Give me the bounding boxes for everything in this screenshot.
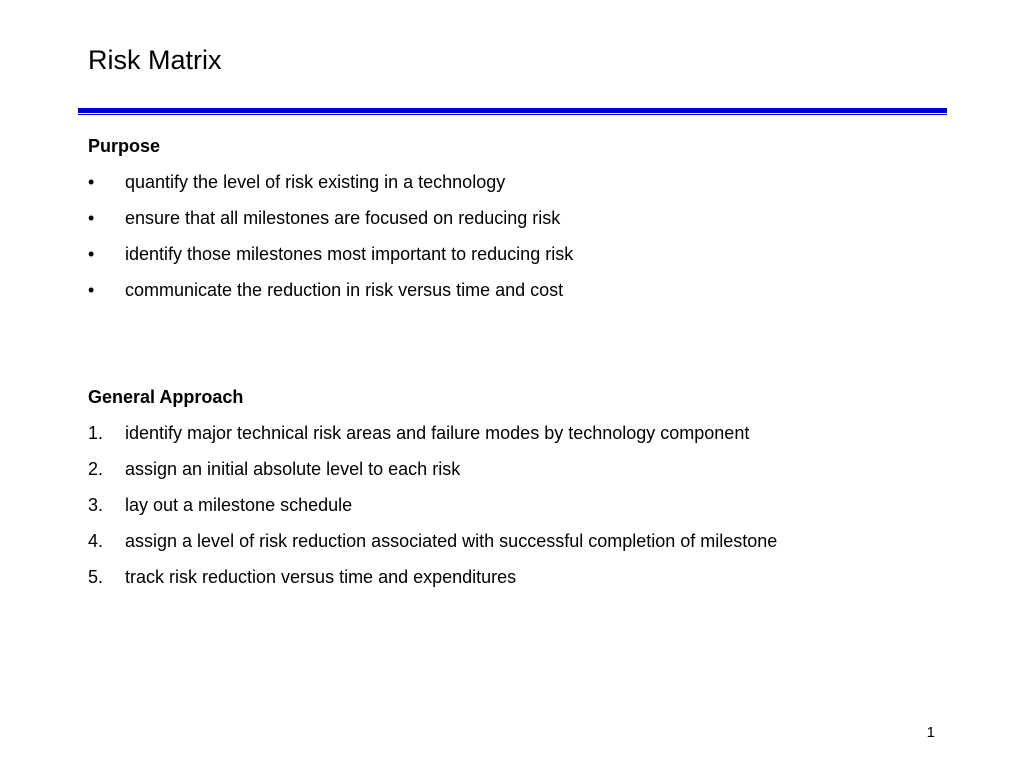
purpose-bullet-item — [88, 280, 564, 316]
step-text: track risk reduction versus time and expenditures — [125, 567, 517, 587]
purpose-bullet-item — [88, 208, 561, 244]
purpose-bullet-text: quantify the level of risk existing in a technology — [125, 172, 506, 192]
bullet-marker: • — [88, 208, 95, 228]
step-text: assign an initial absolute level to each risk — [125, 459, 461, 479]
purpose-heading: Purpose — [88, 136, 161, 156]
step-text: assign a level of risk reduction associated with successful completion of milestone — [125, 531, 778, 551]
bullet-marker: • — [88, 244, 95, 264]
step-number: 2. — [88, 459, 104, 479]
title-divider-thick — [78, 108, 947, 113]
bullet-marker: • — [88, 280, 95, 300]
approach-heading: General Approach — [88, 387, 244, 407]
step-number: 1. — [88, 423, 104, 443]
step-number: 3. — [88, 495, 104, 515]
purpose-bullet-item — [88, 172, 506, 208]
step-text: lay out a milestone schedule — [125, 495, 353, 515]
page-number: 1 — [926, 724, 935, 741]
purpose-bullet-text: identify those milestones most important to reducing risk — [125, 244, 574, 264]
bullet-marker: • — [88, 172, 95, 192]
approach-step-item — [88, 423, 750, 459]
step-number: 4. — [88, 531, 104, 551]
purpose-section — [88, 136, 574, 316]
approach-section — [88, 387, 778, 603]
title-divider-thin — [78, 114, 947, 115]
purpose-bullet-item — [88, 244, 574, 280]
slide-title: Risk Matrix — [88, 45, 222, 75]
approach-step-item — [88, 531, 778, 567]
approach-step-item — [88, 567, 517, 603]
approach-step-item — [88, 495, 353, 531]
step-text: identify major technical risk areas and failure modes by technology component — [125, 423, 750, 443]
purpose-bullet-text: communicate the reduction in risk versus time and cost — [125, 280, 564, 300]
purpose-bullet-text: ensure that all milestones are focused on reducing risk — [125, 208, 561, 228]
approach-step-item — [88, 459, 461, 495]
step-number: 5. — [88, 567, 104, 587]
